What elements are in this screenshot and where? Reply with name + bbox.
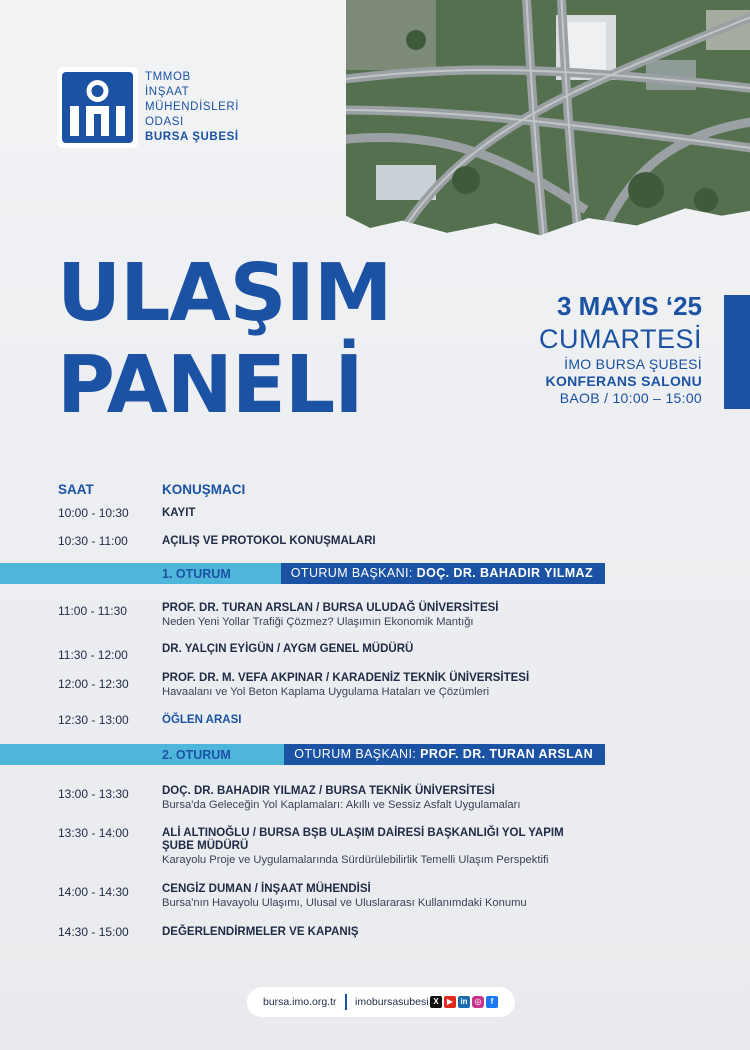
row-speaker: KAYIT [162,507,196,519]
row-topic: Havaalanı ve Yol Beton Kaplama Uygulama Hataları ve Çözümleri [162,686,490,698]
imo-logo-icon [62,72,133,143]
title-line-2: PANELİ [57,339,363,431]
column-header-time: SAAT [58,482,94,497]
row-speaker: PROF. DR. M. VEFA AKPINAR / KARADENİZ TEKNİK ÜNİVERSİTESİ [162,672,530,684]
row-speaker: PROF. DR. TURAN ARSLAN / BURSA ULUDAĞ ÜNİVERSİTESİ [162,602,499,614]
social-handle[interactable]: imobursasubesi [355,996,429,1008]
event-day: CUMARTESİ [538,324,702,354]
footer-contact-bar [247,987,515,1017]
row-speaker: DEĞERLENDİRMELER VE KAPANIŞ [162,926,359,938]
website-link[interactable]: bursa.imo.org.tr [263,996,337,1008]
x-icon[interactable]: X [430,996,442,1008]
org-line-3: MÜHENDİSLERİ [145,101,240,113]
column-header-speaker: KONUŞMACI [162,482,246,497]
row-time: 10:00 - 10:30 [58,506,129,520]
row-topic: Neden Yeni Yollar Trafiği Çözmez? Ulaşımın Ekonomik Mantığı [162,616,474,628]
event-date: 3 MAYIS ‘25 [556,291,702,321]
row-time: 13:30 - 14:00 [58,826,129,840]
row-topic: Bursa'da Geleceğin Yol Kaplamaları: Akıllı ve Sessiz Asfalt Uygulamaları [162,799,521,811]
row-time: 11:00 - 11:30 [58,604,127,618]
title-line-1: ULAŞIM [57,247,392,339]
facebook-icon[interactable]: f [486,996,498,1008]
event-info [539,290,702,407]
youtube-icon[interactable]: ▶ [444,996,456,1008]
row-speaker-line-2: ŞUBE MÜDÜRÜ [162,840,249,852]
row-time: 10:30 - 11:00 [58,534,128,548]
row-speaker-line-1: ALİ ALTINOĞLU / BURSA BŞB ULAŞIM DAİRESİ BAŞKANLIĞI YOL YAPIM [162,827,564,839]
session-2-chair [284,744,605,765]
row-time: 12:00 - 12:30 [58,677,129,691]
row-speaker: DR. YALÇIN EYİGÜN / AYGM GENEL MÜDÜRÜ [162,643,414,655]
session-2-label: 2. OTURUM [162,748,231,762]
row-time: 12:30 - 13:00 [58,713,129,727]
row-topic: Karayolu Proje ve Uygulamalarında Sürdürülebilirlik Temelli Ulaşım Perspektifi [162,854,549,866]
event-time: BAOB / 10:00 – 15:00 [559,390,702,406]
row-speaker: AÇILIŞ VE PROTOKOL KONUŞMALARI [162,535,376,547]
session-1-bar [0,563,605,584]
linkedin-icon[interactable]: in [458,996,470,1008]
row-speaker: CENGİZ DUMAN / İNŞAAT MÜHENDİSİ [162,883,371,895]
org-line-1: TMMOB [145,71,191,83]
row-time: 14:30 - 15:00 [58,925,129,939]
session-1-label: 1. OTURUM [162,567,231,581]
row-topic: Bursa'nın Havayolu Ulaşımı, Ulusal ve Uluslararası Kullanımdaki Konumu [162,897,527,909]
event-venue-line-1: İMO BURSA ŞUBESİ [564,356,702,372]
org-line-4: ODASI [145,116,184,128]
org-line-2: İNŞAAT [145,86,190,98]
date-accent-bar [724,295,750,409]
event-venue-line-2: KONFERANS SALONU [545,373,702,389]
org-branch: BURSA ŞUBESİ [145,131,239,143]
imo-logo [57,67,138,148]
session-1-chair [281,563,605,584]
chair-name: DOÇ. DR. BAHADIR YILMAZ [416,566,593,580]
instagram-icon[interactable]: ◎ [472,996,484,1008]
row-time: 11:30 - 12:00 [58,648,128,662]
row-time: 13:00 - 13:30 [58,787,129,801]
organization-name [145,70,239,145]
session-2-bar [0,744,605,765]
row-speaker: DOÇ. DR. BAHADIR YILMAZ / BURSA TEKNİK ÜNİVERSİTESİ [162,785,495,797]
footer-divider [345,994,347,1010]
chair-prefix: OTURUM BAŞKANI: [290,566,413,580]
chair-prefix: OTURUM BAŞKANI: [294,747,417,761]
aerial-highway-photo [346,0,750,245]
chair-name: PROF. DR. TURAN ARSLAN [420,747,593,761]
page-title [57,247,392,431]
row-speaker: ÖĞLEN ARASI [162,714,242,726]
row-time: 14:00 - 14:30 [58,885,129,899]
